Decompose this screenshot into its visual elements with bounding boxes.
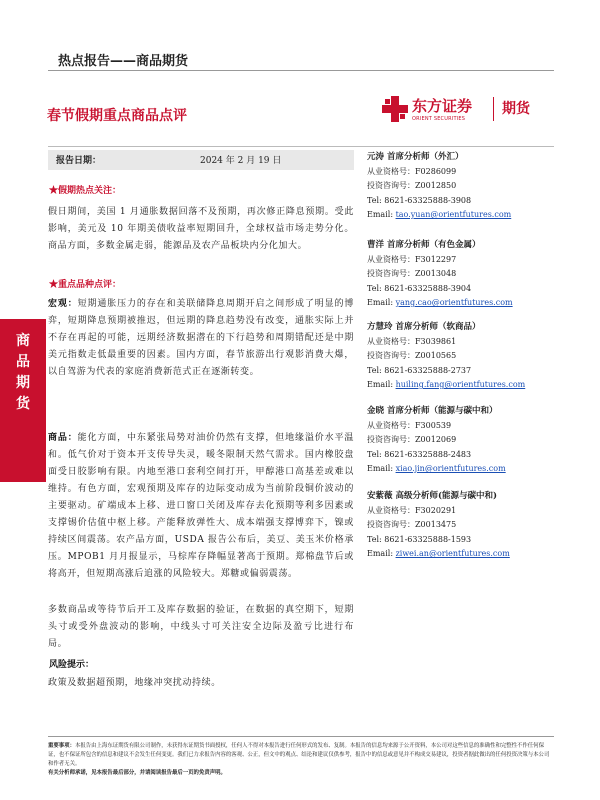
title-divider: [48, 146, 554, 147]
analyst-qualification: 从业资格号：F3012297: [367, 254, 457, 264]
footer-divider: [48, 736, 554, 737]
logo-futures-label: 期货: [502, 101, 530, 117]
report-date-label: 报告日期：: [56, 156, 102, 166]
analyst-qualification: 从业资格号：F0286099: [367, 166, 457, 176]
analyst-qualification: 从业资格号：F3020291: [367, 505, 457, 515]
analyst-qualification: 从业资格号：F300539: [367, 420, 452, 430]
disclaimer-text: 本报告由上海东证期货有限公司制作，未获得东证期货书面授权，任何人不得对本报告进行任何形式的发布、复制。本报告的信息均来源于公开资料，本公司对这些信息的准确性和完整性不作任何保证，也不保证所包含的信息和建议不会发生任何变更。我们已力求报告内容的客观、公正，但文中的观点、结论和建议仅供参考，报告中的信息或意见并不构成交易建议，投资者据此做出的任何投资决策与本公司和作者无关。: [48, 743, 550, 767]
analyst-qualification: 从业资格号：F3039861: [367, 336, 457, 346]
orient-logo-icon: [382, 96, 408, 122]
document-title: 春节假期重点商品点评: [47, 108, 187, 124]
analyst-tel: Tel: 8621-63325888-2737: [367, 365, 472, 375]
analyst-name: 金晓 首席分析师（能源与碳中和）: [367, 406, 498, 416]
analyst-email-link[interactable]: tao.yuan@orientfutures.com: [395, 210, 512, 219]
analyst-investment-id: 投资咨询号：Z0013475: [367, 520, 457, 529]
disclaimer-tail: 有关分析师承诺，见本报告最后部分，并请阅读报告最后一页的免责声明。: [48, 770, 226, 776]
risk-paragraph: 政策及数据超预期，地缘冲突扰动持续。: [48, 678, 221, 688]
analyst-name: 安紫薇 高级分析师(能源与碳中和): [367, 491, 498, 501]
summary-paragraph: 多数商品或等待节后开工及库存数据的验证，在数据的真空期下，短期头寸或受外盘波动的影响，中线头寸可关注安全边际及盈亏比进行布局。: [48, 605, 354, 649]
analyst-email-row: Email: tao.yuan@orientfutures.com: [367, 210, 512, 219]
risk-heading: 风险提示：: [49, 660, 95, 670]
analyst-name: 方慧玲 首席分析师（软商品）: [367, 322, 481, 332]
analyst-email-row: Email: yang.cao@orientfutures.com: [367, 298, 513, 307]
logo-separator: [493, 97, 494, 121]
analyst-card: [367, 238, 557, 311]
header-divider: [48, 70, 554, 71]
commodity-label: 商品：: [48, 433, 78, 443]
focus-heading: ★假期热点关注：: [49, 186, 122, 196]
analyst-tel: Tel: 8621-63325888-3908: [367, 195, 472, 205]
analyst-email-link[interactable]: ziwei.an@orientfutures.com: [395, 549, 510, 558]
report-date-value: 2024 年 2 月 19 日: [200, 156, 282, 166]
analyst-card: [367, 404, 557, 477]
analyst-card: [367, 150, 557, 223]
disclaimer-label: 重要事项：: [48, 743, 75, 749]
analyst-investment-id: 投资咨询号：Z0013048: [367, 269, 457, 278]
orient-securities-logo: [382, 93, 557, 129]
analyst-investment-id: 投资咨询号：Z0010565: [367, 351, 457, 360]
logo-subtitle: ORIENT SECURITIES: [412, 116, 466, 122]
analyst-email-link[interactable]: yang.cao@orientfutures.com: [395, 298, 513, 307]
analyst-tel: Tel: 8621-63325888-3904: [367, 283, 472, 293]
report-category: 热点报告——商品期货: [58, 54, 189, 69]
focus-paragraph: 假日期间，美国 1 月通胀数据回落不及预期，再次修正降息预期。受此影响，美元及 10 年期美债收益率短期回升，全球权益市场走势分化。商品方面，多数金属走弱，能源品及农产品板块内分化加大。: [48, 207, 354, 251]
macro-paragraph: [48, 296, 354, 381]
analyst-card: [367, 320, 557, 393]
analyst-card: [367, 489, 557, 562]
analyst-email-row: Email: huiling.fang@orientfutures.com: [367, 380, 526, 389]
commodity-text: 能化方面，中东紧张局势对油价仍然有支撑，但地缘溢价水平温和。低气价对于资本开支传导失灵，暖冬限制天然气需求。国内橡胶盘面受日胶影响有限。内地至港口套利空间打开，甲醇港口高基差或难以维持。有色方面，宏观预期及库存的边际变动成为当前阶段铜价波动的主要驱动。矿端成本上移、进口窗口关闭及库存去化预期等利多因素或支撑锡价估值中枢上移。产能释放弹性大、成本端强支撑博弈下，镍或持续区间震荡。农产品方面，USDA 报告公布后，美豆、美玉米价格承压。MPOB1 月月报显示，马棕库存降幅显著高于预期。郑棉盘节后或将高开，但短期高涨后追涨的风险较大。郑糖或偏弱震荡。: [48, 433, 354, 579]
logo-name: 东方证券: [412, 97, 473, 115]
analyst-tel: Tel: 8621-63325888-1593: [367, 534, 472, 544]
analyst-name: 元涛 首席分析师（外汇）: [367, 152, 464, 162]
macro-label: 宏观：: [48, 299, 78, 309]
sidebar-label: 商品期货: [16, 333, 30, 412]
macro-text: 短期通胀压力的存在和美联储降息周期开启之间形成了明显的博弈，短期降息预期被推迟，但远期的降息趋势没有改变，通胀实际上并不存在再起的可能，远期经济数据潜在的下行趋势和周期错配还是中期美元指数走低最重要的因素。国内方面，春节旅游出行观影消费大爆，以自驾游为代表的家庭消费新范式正在逐渐转变。: [48, 299, 354, 377]
commodity-paragraph: [48, 430, 354, 583]
analyst-email-row: Email: ziwei.an@orientfutures.com: [367, 549, 510, 558]
analyst-investment-id: 投资咨询号：Z0012850: [367, 181, 457, 190]
analyst-email-row: Email: xiao.jin@orientfutures.com: [367, 464, 506, 473]
disclaimer: [48, 742, 554, 778]
analyst-email-link[interactable]: xiao.jin@orientfutures.com: [395, 464, 506, 473]
analyst-name: 曹洋 首席分析师（有色金属）: [367, 240, 481, 250]
varieties-heading: ★重点品种点评：: [49, 280, 122, 290]
analyst-tel: Tel: 8621-63325888-2483: [367, 449, 472, 459]
analyst-investment-id: 投资咨询号：Z0012069: [367, 435, 457, 444]
analyst-email-link[interactable]: huiling.fang@orientfutures.com: [395, 380, 526, 389]
